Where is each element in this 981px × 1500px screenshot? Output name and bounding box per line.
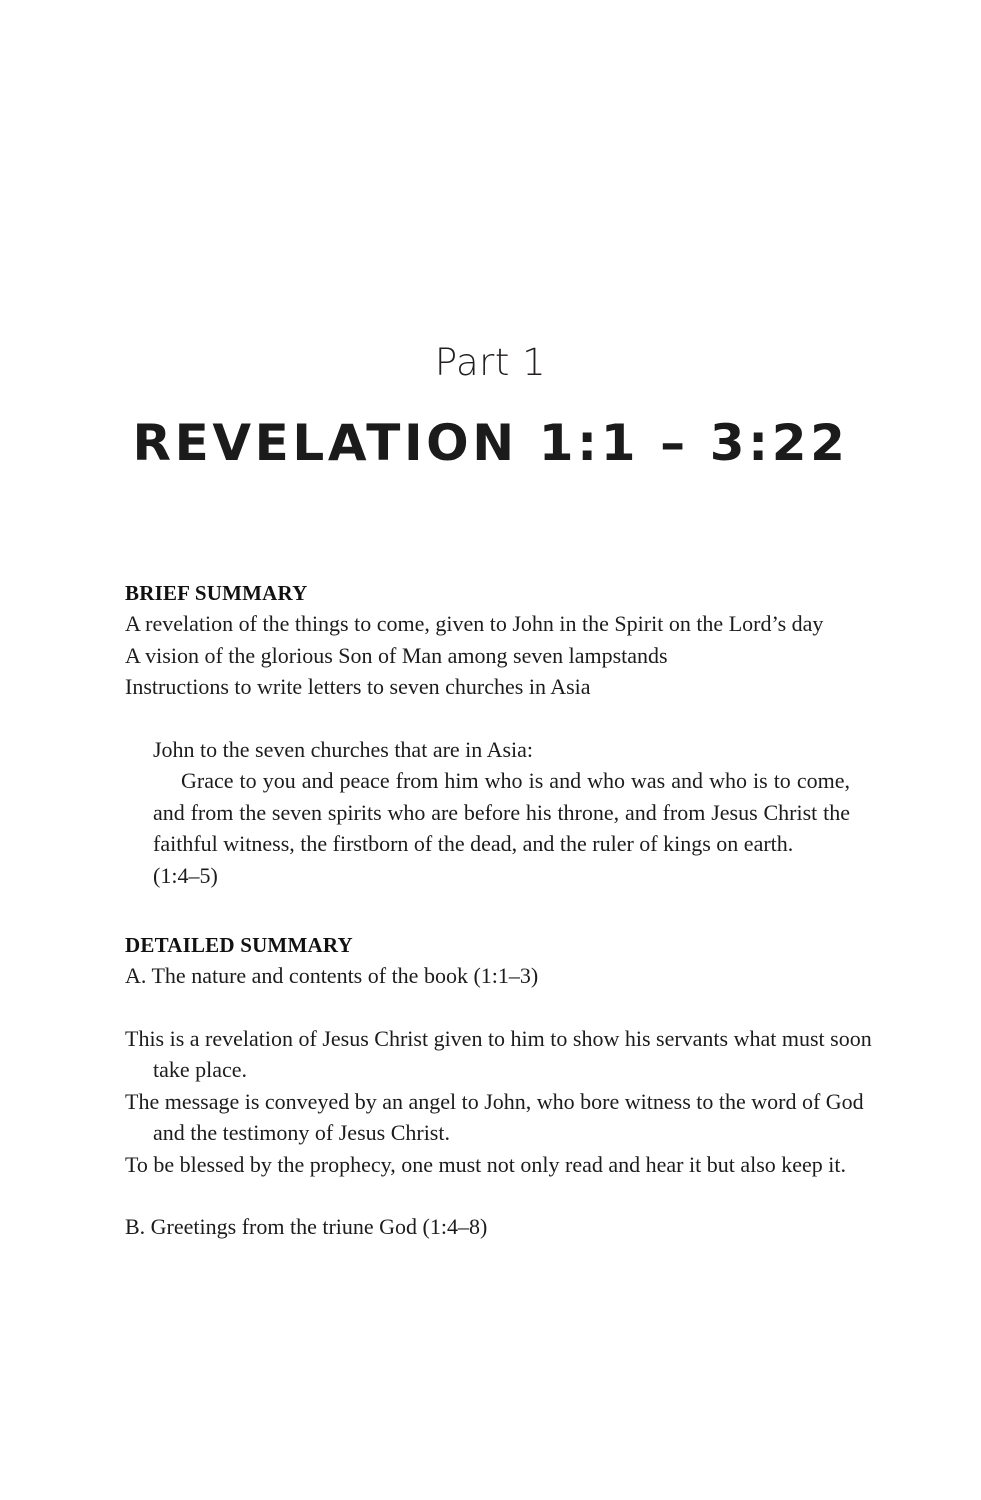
page-title: REVELATION 1:1 – 3:22 — [132, 414, 849, 472]
brief-summary-item: Instructions to write letters to seven churches in Asia — [125, 674, 591, 699]
brief-summary-item: A revelation of the things to come, given to John in the Spirit on the Lord’s day — [125, 611, 824, 636]
spacer — [125, 1180, 878, 1211]
spacer — [125, 992, 878, 1023]
detailed-summary-point: The message is conveyed by an angel to John, who bore witness to the word of God and the testimony of Jesus Christ. — [125, 1088, 864, 1145]
part-label: Part 1 — [434, 341, 547, 384]
page-title-block — [0, 341, 981, 472]
brief-summary-heading: BRIEF SUMMARY — [125, 581, 308, 605]
scripture-quote-body: Grace to you and peace from him who is and who was and who is to come, and from the seven spirits who are before his throne, and from Jesus Christ the faithful witness, the firstborn of the dead, and the ruler of kings on earth. — [153, 768, 850, 856]
page-content — [125, 578, 878, 1243]
detailed-summary-point: To be blessed by the prophecy, one must not only read and hear it but also keep it. — [125, 1151, 847, 1177]
detailed-summary-point: This is a revelation of Jesus Christ given to him to show his servants what must soon take place. — [125, 1025, 872, 1082]
outline-section-a: A. The nature and contents of the book (1:1–3) — [125, 963, 539, 988]
scripture-quote-reference: (1:4–5) — [153, 862, 218, 888]
scripture-quote-lead: John to the seven churches that are in Asia: — [153, 736, 534, 762]
outline-section-b: B. Greetings from the triune God (1:4–8) — [125, 1214, 488, 1239]
spacer — [125, 703, 878, 734]
brief-summary-item: A vision of the glorious Son of Man among seven lampstands — [125, 642, 668, 668]
detailed-summary-heading: DETAILED SUMMARY — [125, 933, 353, 957]
scripture-quote-block — [125, 734, 850, 892]
spacer — [125, 891, 878, 930]
